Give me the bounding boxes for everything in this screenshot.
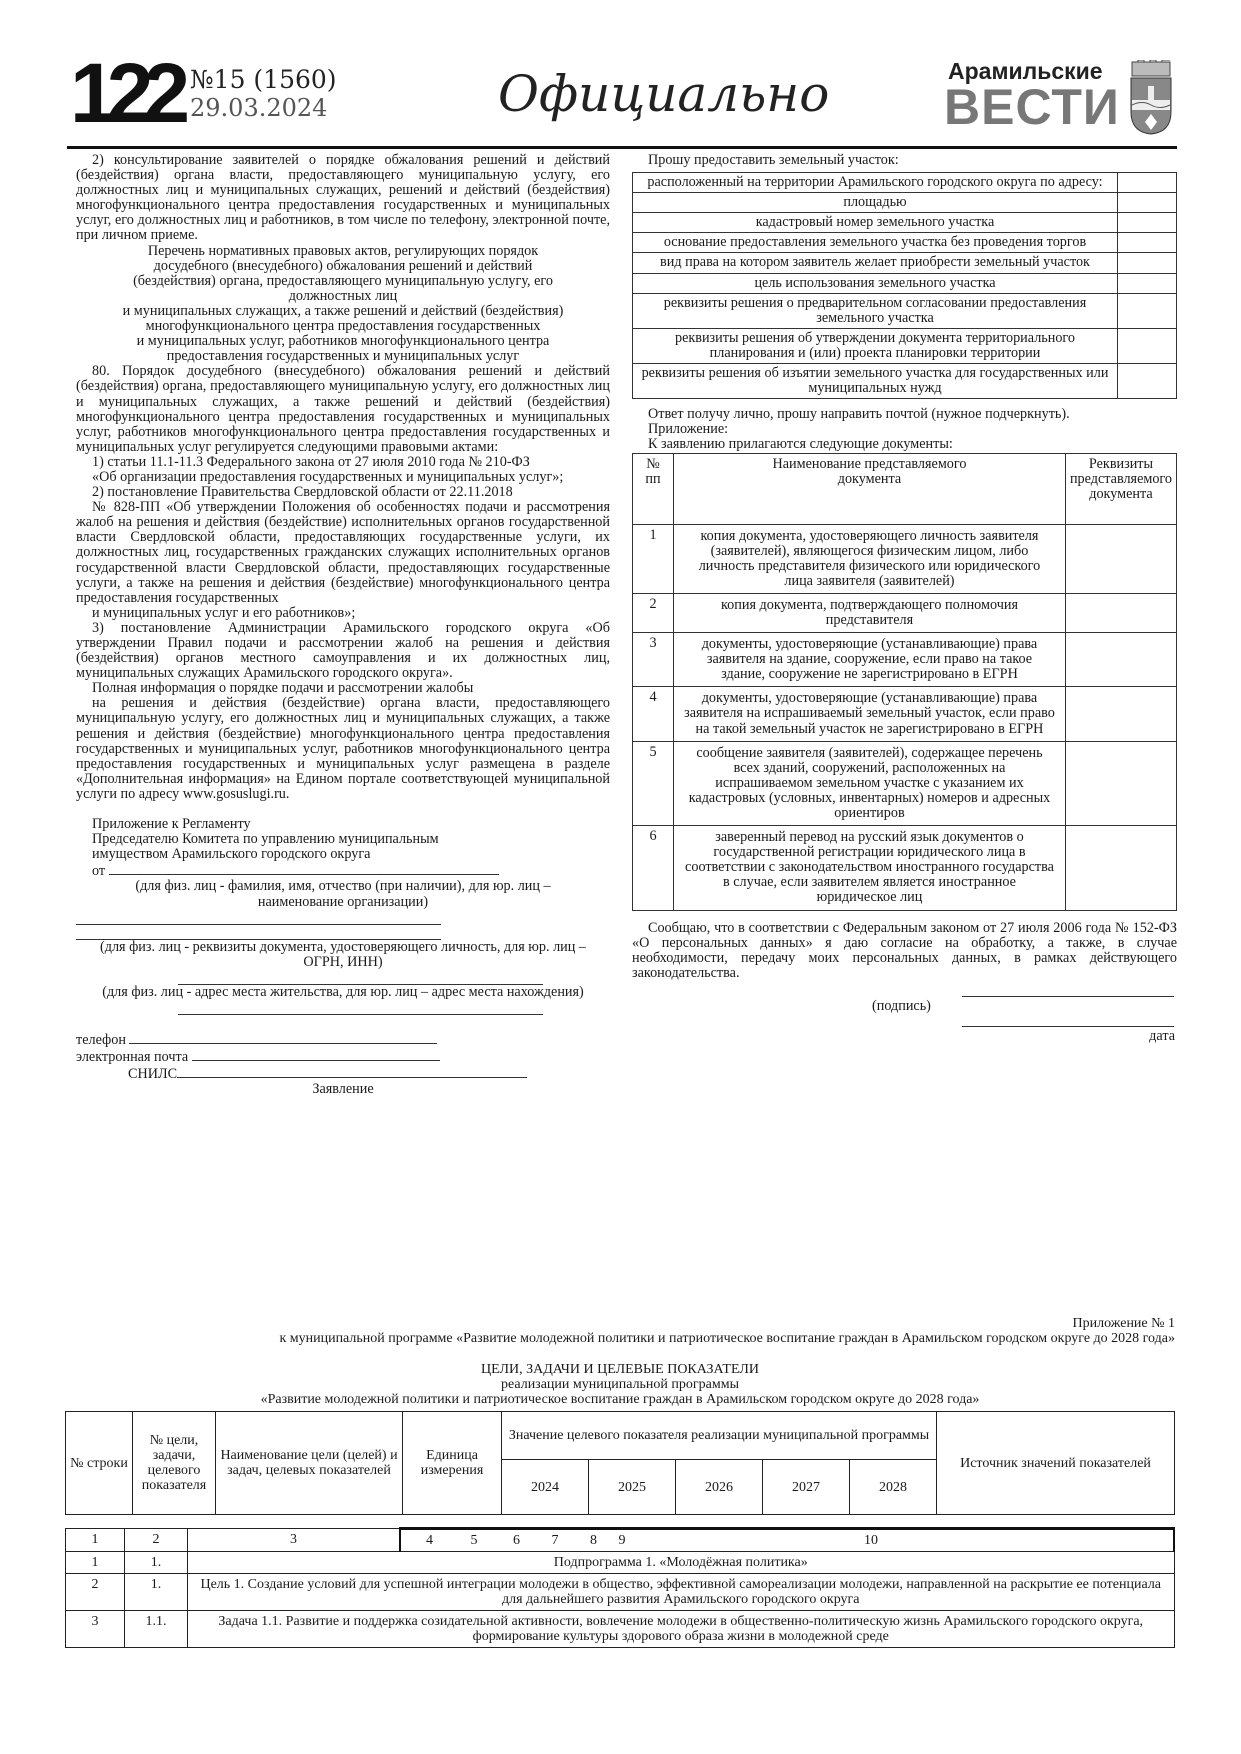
centered-heading-line: досудебного (внесудебного) обжалования решений и действий [153, 257, 533, 274]
header-unit: Единица измерения [403, 1412, 502, 1515]
centered-heading-line: (бездействия) органа, предоставляющего муниципальную услугу, его [133, 272, 553, 289]
row-number: 3 [66, 1611, 125, 1648]
row-number: 2 [66, 1574, 125, 1611]
indicator-text: Цель 1. Создание условий для успешной интеграции молодежи в общество, эффективной самореализации молодежи, направленной на раскрытие ее потенциала для дальнейшего развития Арамильского городского округа [188, 1574, 1175, 1611]
indicators-header-table [65, 1411, 1175, 1515]
document-row [633, 524, 1177, 593]
document-field-line[interactable] [178, 970, 543, 985]
answer-method: Ответ получу лично, прошу направить почтой (нужное подчеркнуть). [648, 406, 1070, 423]
land-row-label: площадью [633, 193, 1118, 213]
name-field-line[interactable] [76, 910, 441, 925]
date-field[interactable] [962, 1025, 1174, 1027]
land-row-value[interactable] [1118, 328, 1177, 363]
document-name: документы, удостоверяющие (устанавливающие) права заявителя на испрашиваемый земельный участок, если право на такой земельный участок не зарегистрировано в ЕГРН [674, 687, 1066, 741]
act-1-line: 1) статьи 11.1-11.3 Федерального закона от 27 июля 2010 года № 210-ФЗ [92, 453, 530, 470]
header-row-number: № строки [66, 1412, 133, 1515]
document-name: заверенный перевод на русский язык документов о государственной регистрации юридического лица в соответствии с законодательством иностранного государства в случае, если заявителем является иностранное юридическое лиц [674, 826, 1066, 910]
indicator-text: Задача 1.1. Развитие и поддержка созидательной активности, вовлечение молодежи в общественно-политическую жизнь Арамильского городского округа, формирование культуры здорового образа жизни в молодежной среде [188, 1611, 1175, 1648]
land-row-value[interactable] [1118, 253, 1177, 273]
col-number: 10 [864, 1533, 878, 1548]
act-2-line: 2) постановление Правительства Свердловской области от 22.11.2018 [92, 484, 513, 501]
goal-code: 1. [125, 1574, 188, 1611]
document-number: 4 [633, 687, 674, 741]
document-number: 5 [633, 741, 674, 825]
snils-field[interactable] [177, 1065, 527, 1078]
header-goal-name: Наименование цели (целей) и задач, целевых показателей [216, 1412, 403, 1515]
col-number: 7 [551, 1533, 559, 1548]
row-number: 1 [66, 1552, 125, 1574]
document-name: сообщение заявителя (заявителей), содержащее перечень всех зданий, сооружений, расположенных на испрашиваемом земельном участке с указанием их кадастровых (условных, инвентарных) номеров и адресных ориентиров [674, 741, 1066, 825]
documents-table [632, 453, 1177, 911]
goal-code: 1.1. [125, 1611, 188, 1648]
docs-header-row [633, 453, 1177, 524]
document-details[interactable] [1065, 741, 1176, 825]
indicator-row [66, 1574, 1175, 1611]
docs-intro: К заявлению прилагаются следующие документы: [648, 436, 953, 453]
document-name: копия документа, подтверждающего полномочия представителя [674, 593, 1066, 632]
email-field[interactable] [192, 1048, 440, 1061]
header-year: 2024 [502, 1460, 589, 1515]
indicator-row [66, 1552, 1175, 1574]
name-field-line-2[interactable] [76, 925, 441, 940]
signature-block [632, 995, 1177, 1044]
land-intro: Прошу предоставить земельный участок: [648, 152, 899, 168]
date-label: дата [1149, 1027, 1175, 1044]
consent-paragraph: Сообщаю, что в соответствии с Федеральным законом от 27 июля 2006 года № 152-ФЗ «О персональных данных» я даю согласие на обработку, а также, в случае необходимости, передачу моих персональных данных, в рамках действующего законодательства. [632, 919, 1177, 981]
land-row-label: реквизиты решения об утверждении документа территориального планирования и (или) проекта планировки территории [633, 328, 1118, 363]
appendix-subtitle: реализации муниципальной программы [500, 1377, 739, 1392]
document-row [633, 826, 1177, 910]
col-number: 9 [618, 1533, 626, 1548]
docs-header-number: № пп [633, 453, 674, 524]
signature-label: (подпись) [872, 997, 931, 1014]
col-number: 4 [426, 1533, 433, 1548]
centered-heading-line: Перечень нормативных правовых актов, регулирующих порядок [147, 242, 539, 259]
document-details[interactable] [1065, 687, 1176, 741]
page-number: 122 [70, 46, 181, 140]
col-numbers-group [400, 1529, 1174, 1552]
land-row-value[interactable] [1118, 364, 1177, 399]
attachment-label: Приложение: [648, 421, 729, 438]
document-details[interactable] [1065, 524, 1176, 593]
email-row [76, 1048, 610, 1065]
col-number: 1 [66, 1529, 125, 1552]
col-number: 8 [590, 1533, 597, 1548]
land-row [633, 364, 1177, 399]
left-column [76, 153, 610, 1097]
act-2-title: № 828-ПП «Об утверждении Положения об особенностях подачи и рассмотрения жалоб на решения и действия (бездействие) исполнительных органов государственной власти Свердловской области, предоставляющих государственные услуги, их должностных лиц, государственных гражданских служащих исполнительных органов государственной власти Свердловской области, предоставляющих государственные услуги, а также на решения и действия (бездействие) многофункционального центра предоставления государственных [76, 499, 610, 606]
section-title: Официально [498, 65, 830, 123]
appendix-section [65, 1316, 1175, 1648]
land-row [633, 193, 1177, 213]
info-paragraph: на решения и действия (бездействие) органа власти, предоставляющего муниципальную услугу, его должностных лиц и муниципальных служащих, а также решения и действия (бездействие) многофункционального центра предоставления государственных и муниципальных услуг, работников многофункционального центра предоставления государственных и муниципальных услуг размещена в разделе «Дополнительная информация» на Едином портале соответствующей муниципальной услуги по адресу www.gosuslugi.ru. [76, 695, 610, 802]
document-number: 1 [633, 524, 674, 593]
document-number: 3 [633, 633, 674, 687]
document-number: 6 [633, 826, 674, 910]
land-row-value[interactable] [1118, 193, 1177, 213]
land-row-label: реквизиты решения об изъятии земельного участка для государственных или муниципальных нужд [633, 364, 1118, 399]
document-number: 2 [633, 593, 674, 632]
document-details[interactable] [1065, 826, 1176, 910]
col-number: 6 [513, 1533, 520, 1548]
appendix-program-name: «Развитие молодежной политики и патриотическое воспитание граждан в Арамильском городском округе до 2028 года» [260, 1392, 980, 1407]
land-row-value[interactable] [1118, 233, 1177, 253]
coat-of-arms-icon [1128, 60, 1174, 141]
header-goal-number: № цели, задачи, целевого показателя [133, 1412, 216, 1515]
land-row-label: вид права на котором заявитель желает приобрести земельный участок [633, 253, 1118, 273]
col-number: 5 [470, 1533, 478, 1548]
logo-text-main: ВЕСТИ [944, 79, 1120, 135]
land-plot-table [632, 172, 1177, 399]
document-row [633, 593, 1177, 632]
header-year: 2028 [850, 1460, 937, 1515]
land-row [633, 293, 1177, 328]
form-addressee: Председателю Комитета по управлению муниципальным [92, 831, 439, 848]
land-row-value[interactable] [1118, 213, 1177, 233]
appendix-label: Приложение № 1 [1072, 1316, 1175, 1331]
land-row [633, 213, 1177, 233]
col-number: 3 [188, 1529, 401, 1552]
document-details[interactable] [1065, 633, 1176, 687]
issue-number: №15 (1560) [190, 65, 337, 94]
column-numbers-row [66, 1529, 1175, 1552]
act-1-title: «Об организации предоставления государственных и муниципальных услуг»; [92, 468, 564, 485]
document-row [633, 687, 1177, 741]
land-row [633, 173, 1177, 193]
land-row [633, 253, 1177, 273]
snils-row [76, 1065, 610, 1082]
paragraph-80: 80. Порядок досудебного (внесудебного) обжалования решений и действий (бездействия) органа, предоставляющего муниципальную услугу, его должностных лиц и муниципальных служащих, а также решений и действий (бездействия) многофункционального центра предоставления государственных и муниципальных услуг, работников многофункционального центра предоставления государственных и муниципальных услуг регулируется следующими правовыми актами: [76, 363, 610, 455]
logo-text-top: Арамильские [948, 58, 1103, 84]
appendix-title: ЦЕЛИ, ЗАДАЧИ И ЦЕЛЕВЫЕ ПОКАЗАТЕЛИ [481, 1362, 759, 1377]
land-row-label: реквизиты решения о предварительном согласовании предоставления земельного участка [633, 293, 1118, 328]
document-details[interactable] [1065, 593, 1176, 632]
act-2-end: и муниципальных услуг и его работников»; [92, 604, 356, 621]
header-row [66, 1412, 1175, 1460]
issue-date: 29.03.2024 [190, 94, 328, 122]
header-year: 2027 [763, 1460, 850, 1515]
appendix-reference: к муниципальной программе «Развитие молодежной политики и патриотическое воспитание граждан в Арамильском городском округе до 2028 года» [279, 1331, 1175, 1346]
document-row [633, 741, 1177, 825]
land-row [633, 328, 1177, 363]
right-column [632, 152, 1177, 1044]
hint-document: (для физ. лиц - реквизиты документа, удостоверяющего личность, для юр. лиц – ОГРН, ИНН) [100, 938, 586, 970]
land-row-label: расположенный на территории Арамильского городского округа по адресу: [633, 173, 1118, 193]
centered-heading-line: предоставления государственных и муниципальных услуг [166, 348, 520, 365]
centered-heading-line: многофункционального центра предоставления государственных [145, 318, 541, 335]
indicator-text: Подпрограмма 1. «Молодёжная политика» [188, 1552, 1175, 1574]
centered-heading-line: и муниципальных служащих, а также решений и действий (бездействия) [122, 302, 564, 319]
land-row-label: кадастровый номер земельного участка [633, 213, 1118, 233]
address-field-line[interactable] [178, 1000, 543, 1015]
form-appendix-label: Приложение к Регламенту [92, 816, 251, 833]
land-row-value[interactable] [1118, 273, 1177, 293]
col-number: 2 [125, 1529, 188, 1552]
from-label: от [92, 863, 106, 880]
indicators-table [65, 1527, 1175, 1648]
land-row-label: основание предоставления земельного участка без проведения торгов [633, 233, 1118, 253]
form-from-row [76, 862, 610, 879]
statement-title: Заявление [312, 1081, 374, 1098]
phone-label: телефон [76, 1031, 126, 1048]
indicator-row [66, 1611, 1175, 1648]
centered-heading-line: должностных лиц [288, 287, 398, 304]
document-name: документы, удостоверяющие (устанавливающие) права заявителя на здание, сооружение, если право на такое здание, сооружение не зарегистрировано в ЕГРН [674, 633, 1066, 687]
email-label: электронная почта [76, 1048, 189, 1065]
signature-field[interactable] [962, 995, 1174, 997]
snils-label: СНИЛС [128, 1066, 178, 1083]
docs-header-details: Реквизиты представляемого документа [1065, 453, 1176, 524]
phone-field[interactable] [129, 1031, 437, 1044]
document-name: копия документа, удостоверяющего личность заявителя (заявителей), являющегося физическим лицом, либо личность представителя физического или юридического лица заявителя (заявителей) [674, 524, 1066, 593]
act-3: 3) постановление Администрации Арамильского городского округа «Об утверждении Правил подачи и рассмотрении жалоб на решения и действия (бездействия) органов местного самоуправления и их должностных лиц, муниципальных служащих Арамильского городского округа». [76, 619, 610, 682]
header-rule [67, 146, 1177, 149]
phone-row [76, 1031, 610, 1048]
land-row [633, 273, 1177, 293]
hint-address: (для физ. лиц - адрес места жительства, для юр. лиц – адрес места нахождения) [102, 983, 584, 1000]
land-row [633, 233, 1177, 253]
header-year: 2026 [676, 1460, 763, 1515]
paragraph: 2) консультирование заявителей о порядке обжалования решений и действий (бездействия) органа власти, предоставляющего муниципальную услугу, его должностных лиц и муниципальных служащих, решений и действий (бездействия) многофункционального центра предоставления государственных и муниципальных услуг, его должностных лиц и работников, в том числе по телефону, электронной почте, при личном приеме. [76, 152, 610, 244]
document-row [633, 633, 1177, 687]
header-value: Значение целевого показателя реализации муниципальной программы [502, 1412, 937, 1460]
from-field[interactable] [109, 862, 499, 875]
header-source: Источник значений показателей [937, 1412, 1175, 1515]
docs-header-name: Наименование представляемого документа [674, 453, 1066, 524]
land-row-label: цель использования земельного участка [633, 273, 1118, 293]
form-addressee-2: имуществом Арамильского городского округа [92, 846, 371, 863]
land-row-value[interactable] [1118, 173, 1177, 193]
header-year: 2025 [589, 1460, 676, 1515]
goal-code: 1. [125, 1552, 188, 1574]
hint-name: (для физ. лиц - фамилия, имя, отчество (при наличии), для юр. лиц – наименование организации) [135, 878, 551, 910]
land-row-value[interactable] [1118, 293, 1177, 328]
centered-heading-line: и муниципальных услуг, работников многофункционального центра [136, 333, 550, 350]
info-line: Полная информация о порядке подачи и рассмотрении жалобы [92, 680, 474, 697]
